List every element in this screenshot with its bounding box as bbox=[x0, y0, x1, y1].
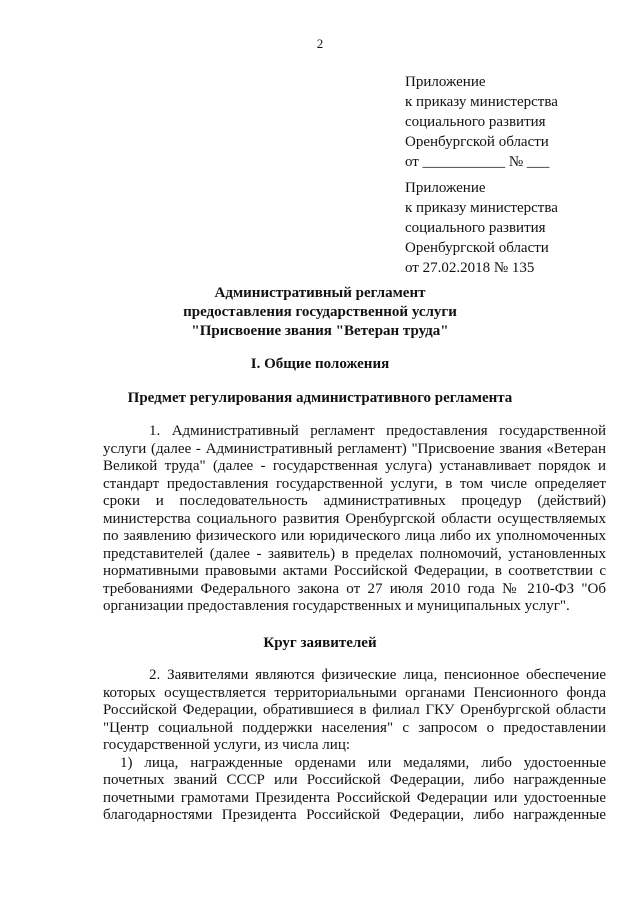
appendix-line: от 27.02.2018 № 135 bbox=[405, 260, 535, 276]
paragraph-line: благодарностями Президента Российской Федерации, либо награжденные bbox=[103, 807, 606, 823]
paragraph-line: сроки и последовательность административных процедур (действий) bbox=[103, 493, 606, 509]
paragraph-line: представителей (далее - заявитель) в пределах полномочий, установленных bbox=[103, 545, 606, 562]
paragraph-line: 2. Заявителями являются физические лица, пенсионное обеспечение bbox=[149, 667, 606, 683]
paragraph-line: 1) лица, награжденные орденами или медалями, либо удостоенные bbox=[120, 754, 606, 771]
appendix-line: к приказу министерства bbox=[405, 94, 558, 110]
paragraph-line: "Центр социальной поддержки населения" с запросом о предоставлении bbox=[103, 719, 606, 736]
appendix-block-blank bbox=[405, 72, 625, 172]
appendix-line: Оренбургской области bbox=[405, 240, 549, 256]
paragraph-line: почетных званий СССР или Российской Федерации, либо награжденные bbox=[103, 772, 606, 788]
paragraph-line: государственной услуги, из числа лиц: bbox=[103, 737, 351, 753]
paragraph-2 bbox=[103, 667, 606, 825]
document-title bbox=[0, 284, 640, 341]
paragraph-line: требованиями Федерального закона от 27 июля 2010 года № 210-ФЗ "Об bbox=[103, 580, 606, 597]
appendix-line: Приложение bbox=[405, 74, 486, 90]
appendix-line: социального развития bbox=[405, 220, 546, 236]
paragraph-line: министерства социального развития Оренбургской области осуществляемых bbox=[103, 510, 606, 527]
appendix-line: Оренбургской области bbox=[405, 134, 549, 150]
paragraph-line: стандарт предоставления государственной услуги, в том числе определяет bbox=[103, 475, 606, 492]
applicants-heading: Круг заявителей bbox=[263, 635, 377, 651]
appendix-line: Приложение bbox=[405, 180, 486, 196]
paragraph-1 bbox=[103, 423, 606, 616]
subject-heading: Предмет регулирования административного регламента bbox=[127, 390, 513, 406]
appendix-block-dated bbox=[405, 178, 625, 278]
paragraph-line: Российской Федерации, обратившиеся в филиал ГКУ Оренбургской области bbox=[103, 702, 606, 718]
paragraph-line: почетными грамотами Президента Российской Федерации или удостоенные bbox=[103, 789, 606, 806]
appendix-line: от ___________ № ___ bbox=[405, 154, 550, 170]
section-heading: I. Общие положения bbox=[250, 356, 390, 372]
title-line: "Присвоение звания "Ветеран труда" bbox=[191, 323, 449, 339]
page-number: 2 bbox=[316, 36, 324, 51]
paragraph-line: 1. Административный регламент предоставления государственной bbox=[149, 423, 606, 439]
paragraph-line: услуги (далее - Административный регламент) "Присвоение звания «Ветеран bbox=[103, 440, 606, 457]
paragraph-line: по заявлению физического или юридического лица либо их уполномоченных bbox=[103, 528, 606, 544]
title-line: предоставления государственной услуги bbox=[183, 304, 457, 320]
paragraph-line: организации предоставления государственных и муниципальных услуг". bbox=[103, 598, 570, 614]
paragraph-line: нормативными правовыми актами Российской Федерации, в соответствии с bbox=[103, 563, 606, 579]
title-line: Административный регламент bbox=[214, 285, 426, 301]
paragraph-line: Великой труда" (далее - государственная услуга) устанавливает порядок и bbox=[103, 458, 606, 474]
appendix-line: к приказу министерства bbox=[405, 200, 558, 216]
appendix-line: социального развития bbox=[405, 114, 546, 130]
paragraph-line: которых осуществляется территориальными органами Пенсионного фонда bbox=[103, 684, 606, 701]
